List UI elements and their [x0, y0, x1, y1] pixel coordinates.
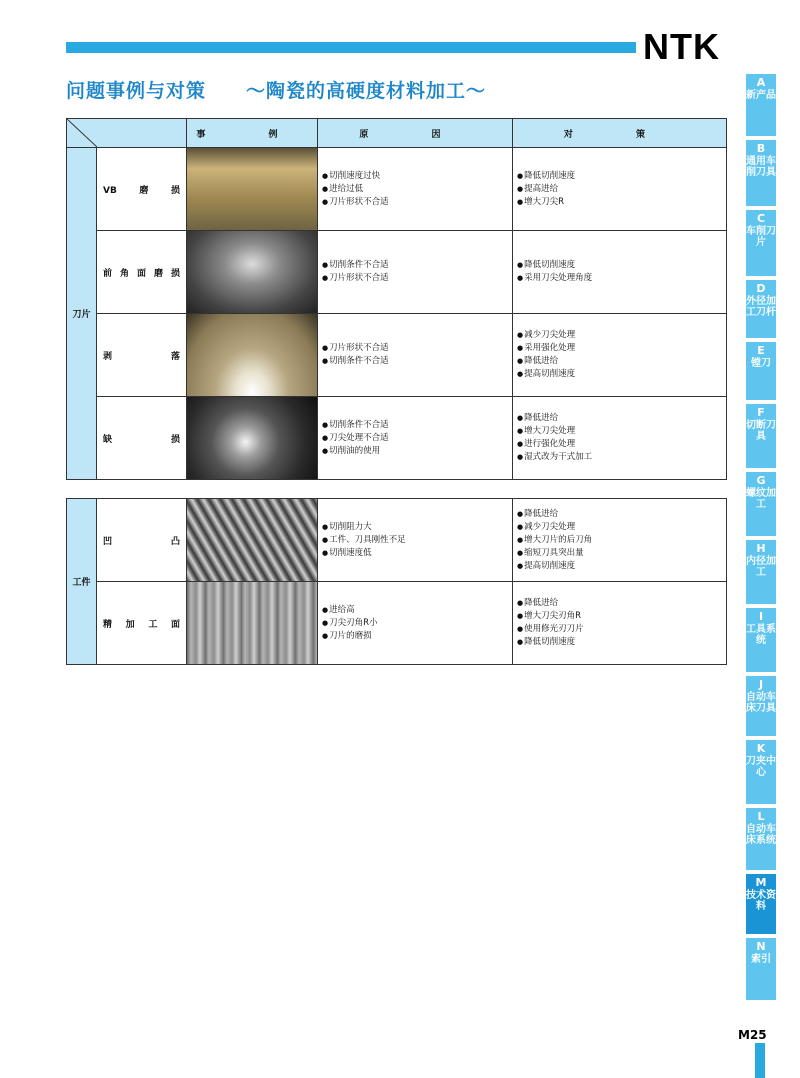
measure-cell: ● 降低进给 ● 增大刀尖处理 ● 进行强化处理 ● 湿式改为干式加工	[513, 397, 727, 480]
table-row	[67, 231, 727, 314]
side-tab-b[interactable]: B 通用车削刀具	[746, 140, 776, 206]
cause-cell: ● 切削条件不合适 ● 刀尖处理不合适 ● 切削油的使用	[318, 397, 513, 480]
group-label-workpiece: 工件	[67, 499, 97, 665]
measure-cell: ● 减少刀尖处理 ● 采用强化处理 ● 降低进给 ● 提高切削速度	[513, 314, 727, 397]
table-row	[67, 499, 727, 582]
case-photo-flaking	[187, 314, 318, 397]
case-label: 缺损	[97, 397, 187, 480]
case-photo-finished-surface	[187, 582, 318, 665]
cause-cell: ● 切削条件不合适 ● 刀片形状不合适	[318, 231, 513, 314]
insert-problems-table	[66, 118, 727, 480]
case-photo-vb-wear	[187, 148, 318, 231]
cause-cell: ● 进给高 ● 刀尖刃角R小 ● 刀片的磨损	[318, 582, 513, 665]
side-tab-l[interactable]: L 自动车床系统	[746, 808, 776, 870]
case-photo-rake-wear	[187, 231, 318, 314]
side-tab-m[interactable]: M 技术资料	[746, 874, 776, 934]
case-label: 剥落	[97, 314, 187, 397]
page-accent-bar	[755, 1043, 765, 1078]
side-tab-k[interactable]: K 刀夹中心	[746, 740, 776, 804]
case-photo-chipping	[187, 397, 318, 480]
side-tab-n[interactable]: N 索引	[746, 938, 776, 1000]
side-tab-c[interactable]: C 车削刀片	[746, 210, 776, 276]
case-label: VB磨损	[97, 148, 187, 231]
side-tab-e[interactable]: E 镗刀	[746, 342, 776, 400]
header-measure: 对 策	[513, 119, 727, 148]
page-title-sub: ～陶瓷的高硬度材料加工～	[246, 80, 487, 102]
header-diagonal-cell	[67, 119, 187, 148]
side-tab-h[interactable]: H 内径加工	[746, 540, 776, 604]
case-label: 精加工面	[97, 582, 187, 665]
measure-cell: ● 降低切削速度 ● 提高进给 ● 增大刀尖R	[513, 148, 727, 231]
group-label-insert: 刀片	[67, 148, 97, 480]
table-row	[67, 148, 727, 231]
header-case: 事 例	[187, 119, 318, 148]
side-tab-d[interactable]: D 外径加工刀杆	[746, 280, 776, 338]
page-title-main: 问题事例与对策	[66, 80, 207, 102]
header-cause: 原 因	[318, 119, 513, 148]
measure-cell: ● 降低进给 ● 减少刀尖处理 ● 增大刀片的后刀角 ● 缩短刀具突出量 ● 提高切削速度	[513, 499, 727, 582]
measure-cell: ● 降低进给 ● 增大刀尖刃角R ● 使用修光刃刀片 ● 降低切削速度	[513, 582, 727, 665]
cause-cell: ● 刀片形状不合适 ● 切削条件不合适	[318, 314, 513, 397]
case-label: 凹凸	[97, 499, 187, 582]
header-accent-bar	[66, 42, 636, 53]
side-tab-f[interactable]: F 切断刀具	[746, 404, 776, 468]
brand-logo: NTK	[643, 26, 720, 67]
case-photo-unevenness	[187, 499, 318, 582]
cause-cell: ● 切削阻力大 ● 工件、刀具刚性不足 ● 切削速度低	[318, 499, 513, 582]
page-number: M25	[738, 1028, 767, 1042]
measure-cell: ● 降低切削速度 ● 采用刀尖处理角度	[513, 231, 727, 314]
workpiece-problems-table	[66, 498, 727, 665]
side-tab-j[interactable]: J 自动车床刀具	[746, 676, 776, 736]
cause-cell: ● 切削速度过快 ● 进给过低 ● 刀片形状不合适	[318, 148, 513, 231]
table-row	[67, 582, 727, 665]
case-label: 前角面磨损	[97, 231, 187, 314]
side-tab-g[interactable]: G 螺纹加工	[746, 472, 776, 536]
table-header-row	[67, 119, 727, 148]
side-tab-a[interactable]: A 新产品	[746, 74, 776, 136]
table-row	[67, 314, 727, 397]
page-title	[66, 76, 486, 103]
side-tab-i[interactable]: I 工具系统	[746, 608, 776, 672]
table-row	[67, 397, 727, 480]
